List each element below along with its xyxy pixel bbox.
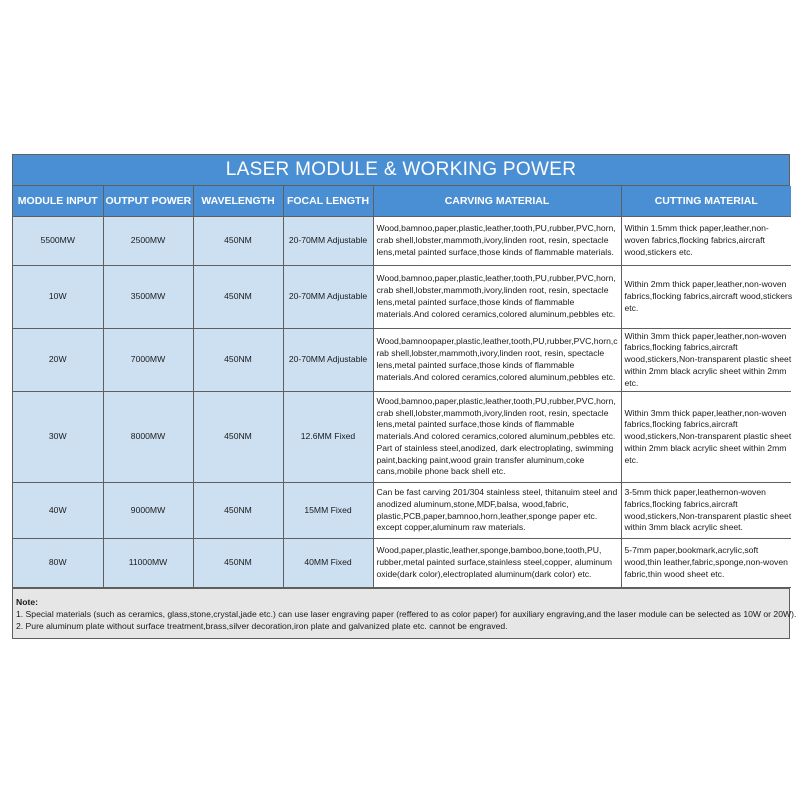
notes-label: Note: bbox=[16, 597, 38, 607]
text-line: within 2mm black acrylic sheet within 2mm bbox=[624, 365, 787, 376]
cell-wavelength: 450NM bbox=[193, 217, 283, 266]
text-line: Within 3mm thick paper,leather,non-woven bbox=[624, 330, 787, 341]
text-line: materials.And colored ceramics,colored aluminum,pebbles etc. bbox=[376, 431, 616, 442]
table-row bbox=[13, 329, 791, 392]
header-cutting-material: CUTTING MATERIAL bbox=[621, 186, 791, 217]
text-line: wood,stickers,Non-transparent plastic sheet bbox=[624, 510, 792, 521]
text-line: lens,metal painted surface,those kinds of flammable bbox=[376, 419, 575, 430]
text-line: crab shell,lobster,mammoth,ivory,linden root, resin, spectacle bbox=[376, 407, 609, 418]
text-line: Wood,bamnoo,paper,plastic,leather,tooth,PU,rubber,PVC,horn, bbox=[376, 273, 616, 284]
cell-output-power: 7000MW bbox=[103, 329, 193, 392]
text-line: fabrics,flocking fabrics,aircraft bbox=[624, 342, 738, 353]
cell-module-input: 20W bbox=[13, 329, 103, 392]
text-line: Within 3mm thick paper,leather,non-woven bbox=[624, 407, 787, 418]
cell-cutting-material bbox=[621, 539, 791, 588]
cell-focal-length: 12.6MM Fixed bbox=[283, 392, 373, 483]
table-row bbox=[13, 483, 791, 539]
cell-focal-length: 20-70MM Adjustable bbox=[283, 329, 373, 392]
text-line: etc. bbox=[624, 302, 639, 313]
text-line: paint,backing paint,wood grain transfer aluminum,coke bbox=[376, 454, 585, 465]
text-line: materials.And colored ceramics,colored aluminum,pebbles etc. bbox=[376, 371, 616, 382]
cell-output-power: 8000MW bbox=[103, 392, 193, 483]
cell-carving-material bbox=[373, 392, 621, 483]
text-line: etc. bbox=[624, 454, 639, 465]
cell-wavelength: 450NM bbox=[193, 483, 283, 539]
text-line: Wood,bamnoopaper,plastic,leather,tooth,PU,rubber,PVC,horn,c bbox=[376, 336, 618, 347]
text-line: Part of stainless steel,anodized, dark electroplating, swimming bbox=[376, 442, 614, 453]
header-carving-material: CARVING MATERIAL bbox=[373, 186, 621, 217]
text-line: except copper,aluminum raw materials. bbox=[376, 522, 526, 533]
cell-module-input: 40W bbox=[13, 483, 103, 539]
cell-cutting-material bbox=[621, 266, 791, 329]
text-line: wood,stickers,Non-transparent plastic sheet bbox=[624, 431, 792, 442]
cell-wavelength: 450NM bbox=[193, 266, 283, 329]
cell-cutting-material bbox=[621, 217, 791, 266]
cell-wavelength: 450NM bbox=[193, 539, 283, 588]
table-row bbox=[13, 539, 791, 588]
cell-focal-length: 15MM Fixed bbox=[283, 483, 373, 539]
table-row bbox=[13, 392, 791, 483]
cell-focal-length: 20-70MM Adjustable bbox=[283, 266, 373, 329]
cell-module-input: 5500MW bbox=[13, 217, 103, 266]
sheet-title: LASER MODULE & WORKING POWER bbox=[13, 155, 789, 186]
header-output-power: OUTPUT POWER bbox=[103, 186, 193, 217]
header-module-input: MODULE INPUT bbox=[13, 186, 103, 217]
text-line: 5-7mm paper,bookmark,acrylic,soft bbox=[624, 545, 759, 556]
text-line: Can be fast carving 201/304 stainless steel, thitanuim steel and bbox=[376, 486, 618, 497]
text-line: wood,stickers etc. bbox=[624, 246, 693, 257]
text-line: wood,thin leather,fabric,sponge,non-woven bbox=[624, 557, 788, 568]
cell-focal-length: 20-70MM Adjustable bbox=[283, 217, 373, 266]
cell-wavelength: 450NM bbox=[193, 329, 283, 392]
note-item: 1. Special materials (such as ceramics, glass,stone,crystal,jade etc.) can use laser engraving paper (reffered to as color paper) for auxiliary engraving,and the laser module can be selected as 10W or 20W). bbox=[16, 609, 797, 619]
cell-carving-material bbox=[373, 266, 621, 329]
text-line: Within 1.5mm thick paper,leather,non- bbox=[624, 223, 769, 234]
text-line: fabric,thin wood sheet etc. bbox=[624, 568, 725, 579]
text-line: fabrics,flocking fabrics,aircraft bbox=[624, 498, 738, 509]
text-line: crab shell,lobster,mammoth,ivory,linden root, resin, spectacle bbox=[376, 285, 609, 296]
notes-section bbox=[13, 588, 797, 638]
text-line: Wood,bamnoo,paper,plastic,leather,tooth,PU,rubber,PVC,horn, bbox=[376, 223, 616, 234]
header-row bbox=[13, 186, 791, 217]
cell-cutting-material bbox=[621, 392, 791, 483]
spec-sheet bbox=[12, 154, 797, 639]
table-row bbox=[13, 266, 791, 329]
cell-output-power: 9000MW bbox=[103, 483, 193, 539]
header-wavelength: WAVELENGTH bbox=[193, 186, 283, 217]
cell-carving-material bbox=[373, 483, 621, 539]
cell-cutting-material bbox=[621, 329, 791, 392]
text-line: rubber,metal painted surface,stainless steel,copper, aluminum bbox=[376, 557, 613, 568]
text-line: fabrics,flocking fabrics,aircraft wood,stickers bbox=[624, 291, 793, 302]
text-line: crab shell,lobster,mammoth,ivory,linden root, resin, spectacle bbox=[376, 235, 609, 246]
text-line: materials.And colored ceramics,colored aluminum,pebbles etc. bbox=[376, 308, 616, 319]
cell-module-input: 10W bbox=[13, 266, 103, 329]
text-line: lens,metal painted surface,those kinds of flammable materials. bbox=[376, 246, 614, 257]
text-line: woven fabrics,flocking fabrics,aircraft bbox=[624, 235, 765, 246]
cell-module-input: 80W bbox=[13, 539, 103, 588]
cell-carving-material bbox=[373, 539, 621, 588]
text-line: anodized aluminum,stone,MDF,balsa, wood,fabric, bbox=[376, 498, 569, 509]
text-line: rab shell,lobster,mammoth,ivory,linden root, resin, spectacle bbox=[376, 348, 605, 359]
cell-output-power: 2500MW bbox=[103, 217, 193, 266]
cell-wavelength: 450NM bbox=[193, 392, 283, 483]
text-line: etc. bbox=[624, 377, 639, 388]
header-focal-length: FOCAL LENGTH bbox=[283, 186, 373, 217]
text-line: within 3mm black acrylic sheet. bbox=[624, 522, 743, 533]
cell-cutting-material bbox=[621, 483, 791, 539]
spec-table bbox=[13, 186, 791, 588]
text-line: 3-5mm thick paper,leathernon-woven bbox=[624, 486, 766, 497]
text-line: Wood,bamnoo,paper,plastic,leather,tooth,PU,rubber,PVC,horn, bbox=[376, 395, 616, 406]
note-item: 2. Pure aluminum plate without surface treatment,brass,silver decoration,iron plate and galvanized plate etc. cannot be engraved. bbox=[16, 621, 508, 631]
cell-carving-material bbox=[373, 217, 621, 266]
text-line: fabrics,flocking fabrics,aircraft bbox=[624, 419, 738, 430]
cell-module-input: 30W bbox=[13, 392, 103, 483]
text-line: Within 2mm thick paper,leather,non-woven bbox=[624, 279, 787, 290]
text-line: Wood,paper,plastic,leather,sponge,bamboo,bone,tooth,PU, bbox=[376, 545, 602, 556]
text-line: wood,stickers,Non-transparent plastic sheet bbox=[624, 354, 792, 365]
text-line: oxide(dark color),electroplated aluminum(dark color) etc. bbox=[376, 568, 592, 579]
text-line: cans,mobile phone back shell etc. bbox=[376, 466, 506, 477]
text-line: lens,metal painted surface,those kinds of flammable bbox=[376, 297, 575, 307]
table-row bbox=[13, 217, 791, 266]
cell-carving-material bbox=[373, 329, 621, 392]
text-line: lens,metal painted surface,those kinds of flammable bbox=[376, 360, 575, 370]
text-line: plastic,PCB,paper,bamnoo,horn,leather,sponge paper etc. bbox=[376, 510, 598, 521]
cell-focal-length: 40MM Fixed bbox=[283, 539, 373, 588]
cell-output-power: 3500MW bbox=[103, 266, 193, 329]
cell-output-power: 11000MW bbox=[103, 539, 193, 588]
text-line: within 2mm black acrylic sheet within 2mm bbox=[624, 442, 787, 453]
